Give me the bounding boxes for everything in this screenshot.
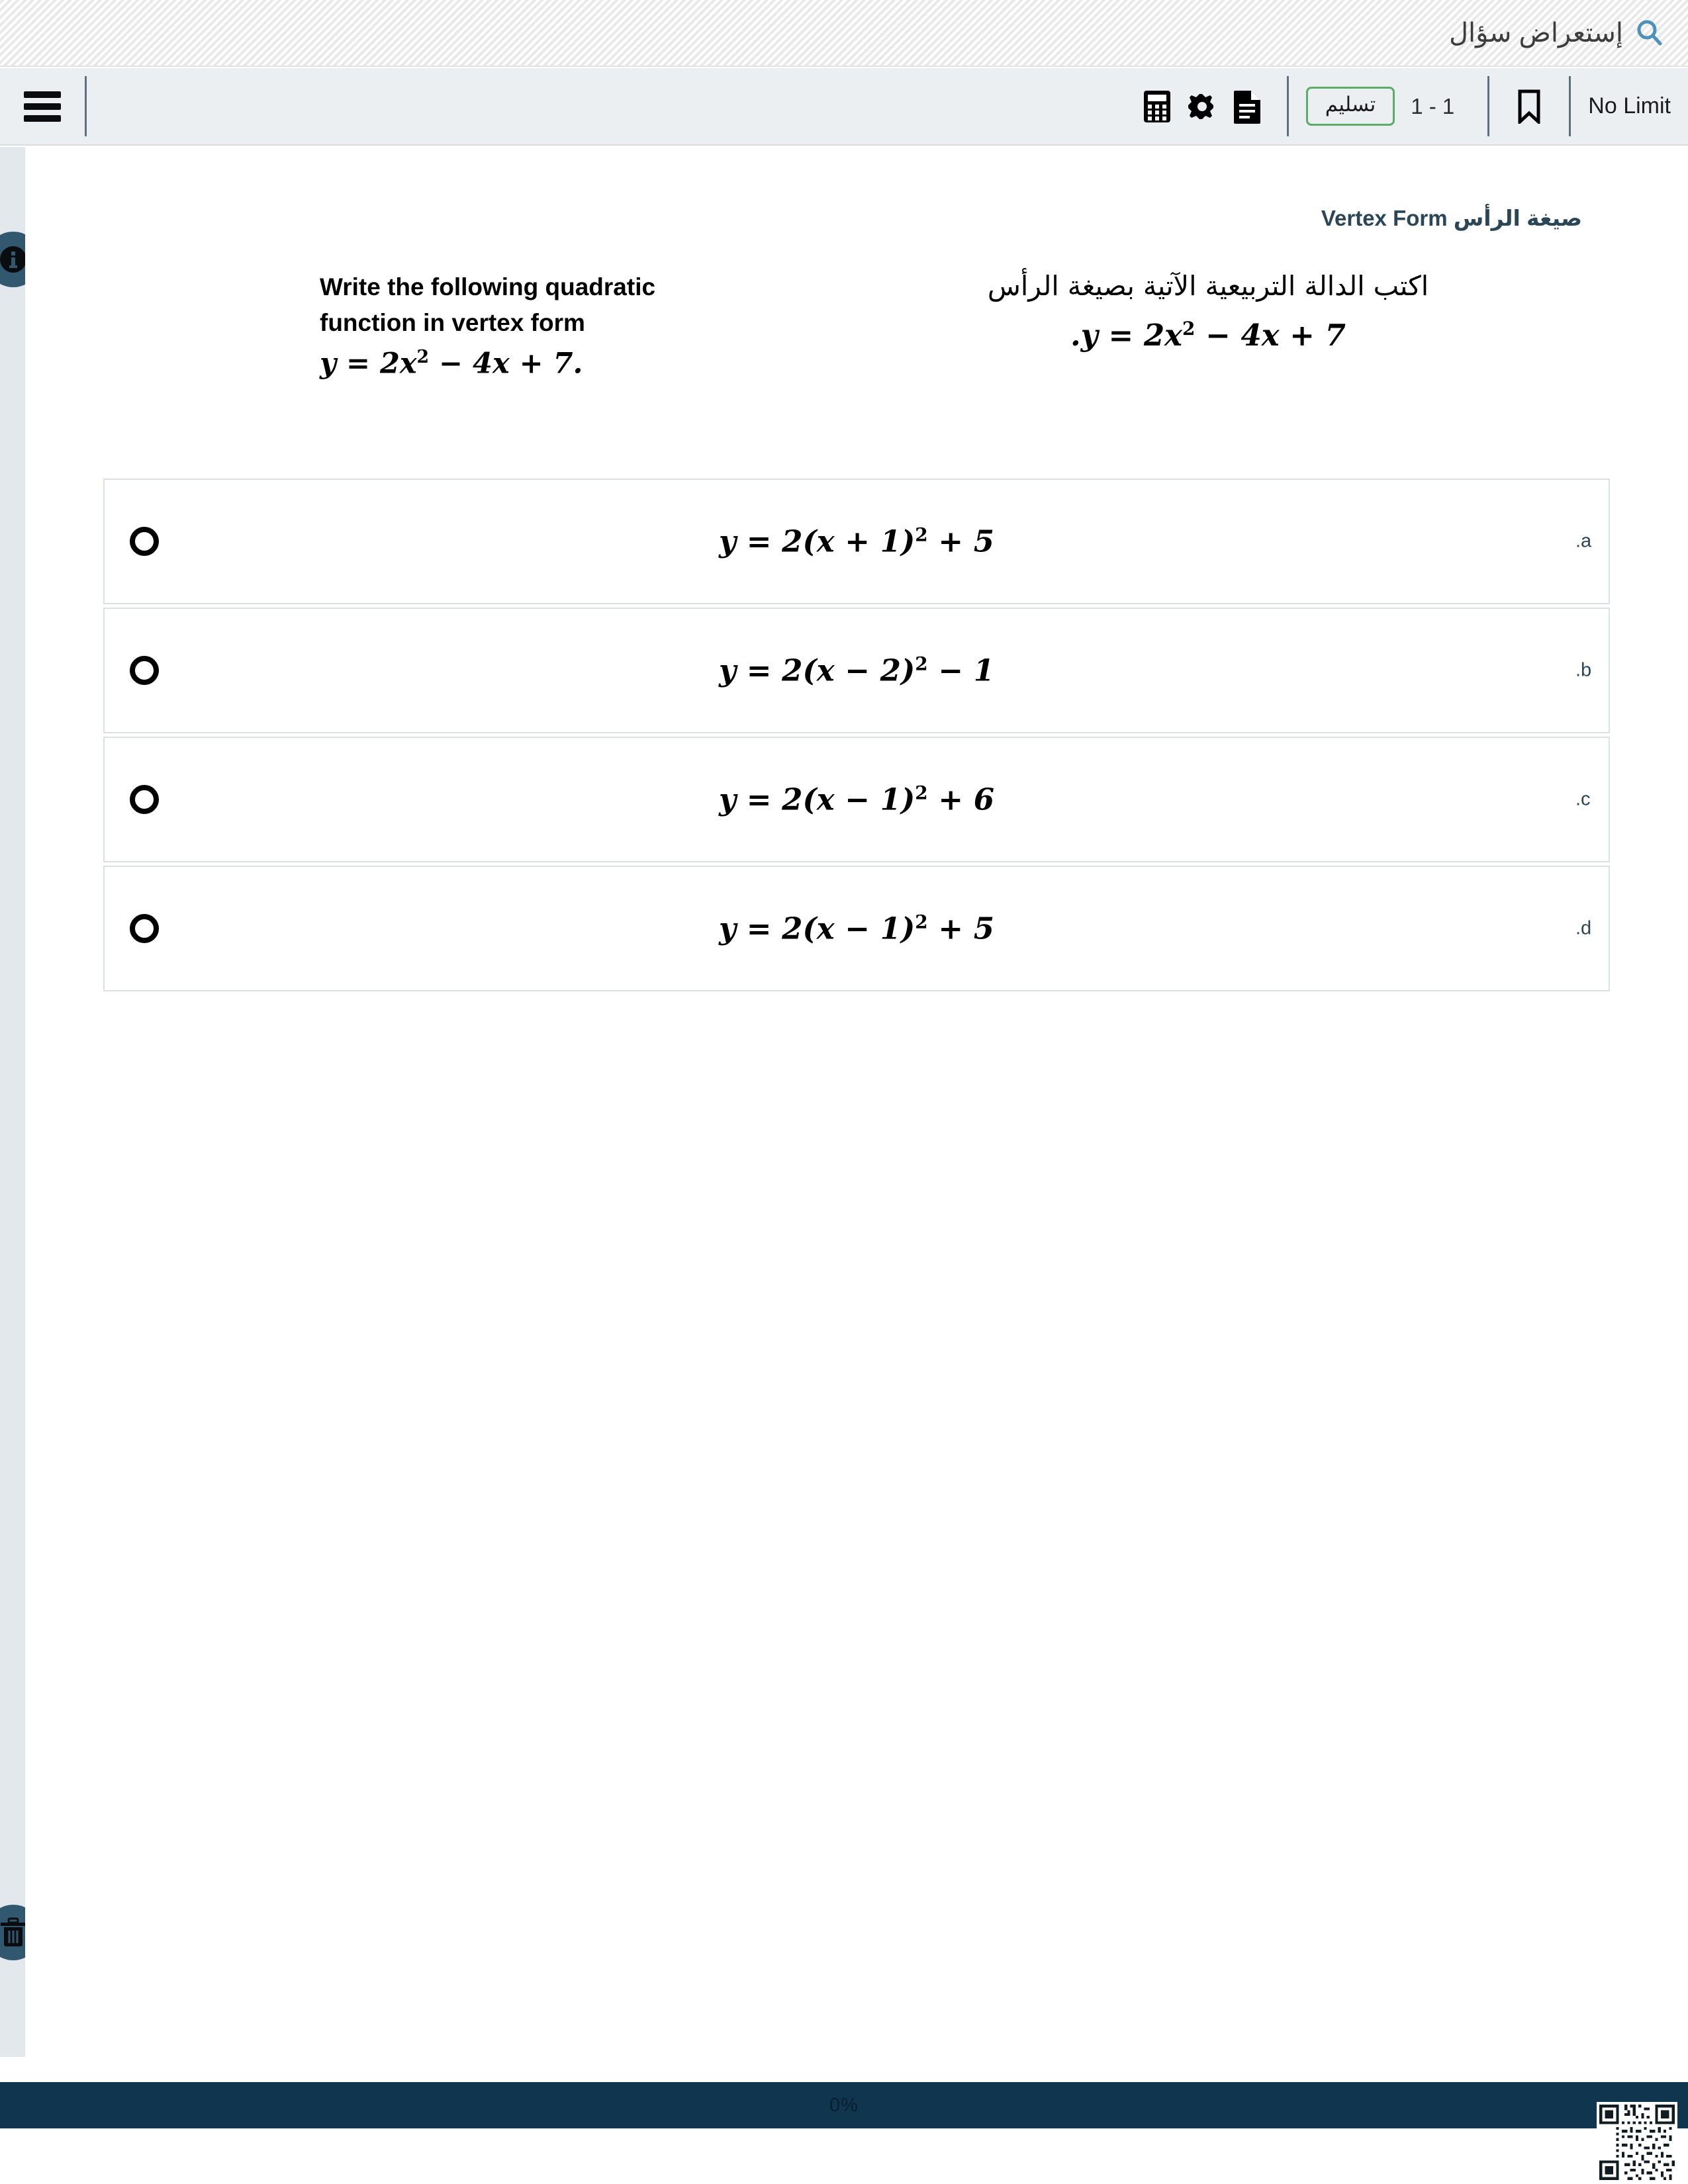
- top-search-bar: [0, 0, 1688, 67]
- hamburger-menu-icon[interactable]: [24, 91, 61, 122]
- question-heading: صيغة الرأس Vertex Form: [1321, 206, 1582, 230]
- progress-bar: [0, 2082, 1688, 2128]
- time-limit-label: No Limit: [1588, 93, 1671, 118]
- gear-icon[interactable]: [1184, 88, 1221, 125]
- option-equation: $y = 2(x - 1)^2 + 5$: [718, 911, 995, 946]
- question-english-line2: function in vertex form: [320, 308, 585, 336]
- toolbar: [0, 68, 1688, 146]
- option-radio-d[interactable]: [130, 914, 159, 943]
- toolbar-timer-group: [1571, 68, 1688, 144]
- equation-prefix: .: [1070, 318, 1081, 353]
- question-english-line1: Write the following quadratic: [320, 273, 656, 300]
- option-radio-c[interactable]: [130, 785, 159, 814]
- equation-text: $y = 2x^2 - 4x + 7$: [1080, 318, 1346, 353]
- option-letter: .b: [1575, 659, 1592, 681]
- option-d[interactable]: [103, 866, 1610, 991]
- toolbar-menu-group: [0, 68, 85, 144]
- bookmark-icon[interactable]: [1511, 88, 1548, 125]
- toolbar-divider: [1487, 76, 1489, 136]
- answer-options: [103, 478, 1610, 991]
- option-equation: $y = 2(x - 2)^2 - 1$: [718, 653, 995, 688]
- page-counter: 1 - 1: [1411, 93, 1455, 118]
- option-b[interactable]: [103, 608, 1610, 733]
- submit-button[interactable]: تسليم: [1306, 87, 1395, 126]
- toolbar-spacer: [87, 68, 1117, 144]
- toolbar-divider: [1287, 76, 1289, 136]
- page-title: إستعراض سؤال: [1448, 18, 1623, 48]
- option-radio-b[interactable]: [130, 656, 159, 685]
- toolbar-divider: [85, 76, 87, 136]
- option-letter: .c: [1575, 788, 1591, 810]
- search-icon[interactable]: [1635, 19, 1664, 48]
- question-english: [320, 269, 783, 381]
- option-c[interactable]: [103, 737, 1610, 862]
- question-body: [25, 269, 1688, 435]
- option-radio-a[interactable]: [130, 527, 159, 556]
- question-arabic-prompt: اكتب الدالة التربيعية الآتية بصيغة الرأس: [987, 270, 1429, 302]
- option-a[interactable]: [103, 478, 1610, 604]
- trash-icon: [0, 1917, 28, 1948]
- toolbar-bookmark-group: [1489, 68, 1569, 144]
- question-arabic-equation: [917, 318, 1499, 353]
- option-letter: .a: [1575, 530, 1592, 552]
- left-rail: [0, 147, 25, 2057]
- question-english-equation: $y = 2x^2 - 4x + 7$.: [320, 347, 583, 381]
- calculator-icon[interactable]: [1139, 88, 1176, 125]
- option-letter: .d: [1575, 917, 1592, 939]
- progress-label: 0%: [829, 2094, 859, 2116]
- toolbar-submit-group: [1289, 68, 1488, 144]
- question-content: [25, 147, 1688, 2057]
- qr-code-icon: [1597, 2102, 1677, 2183]
- document-icon[interactable]: [1229, 88, 1266, 125]
- toolbar-tools-group: [1117, 68, 1287, 144]
- option-equation: $y = 2(x - 1)^2 + 6$: [718, 782, 995, 817]
- question-arabic: [917, 269, 1499, 353]
- footer-area: [0, 2128, 1688, 2184]
- option-equation: $y = 2(x + 1)^2 + 5$: [718, 523, 995, 559]
- toolbar-divider: [1569, 76, 1571, 136]
